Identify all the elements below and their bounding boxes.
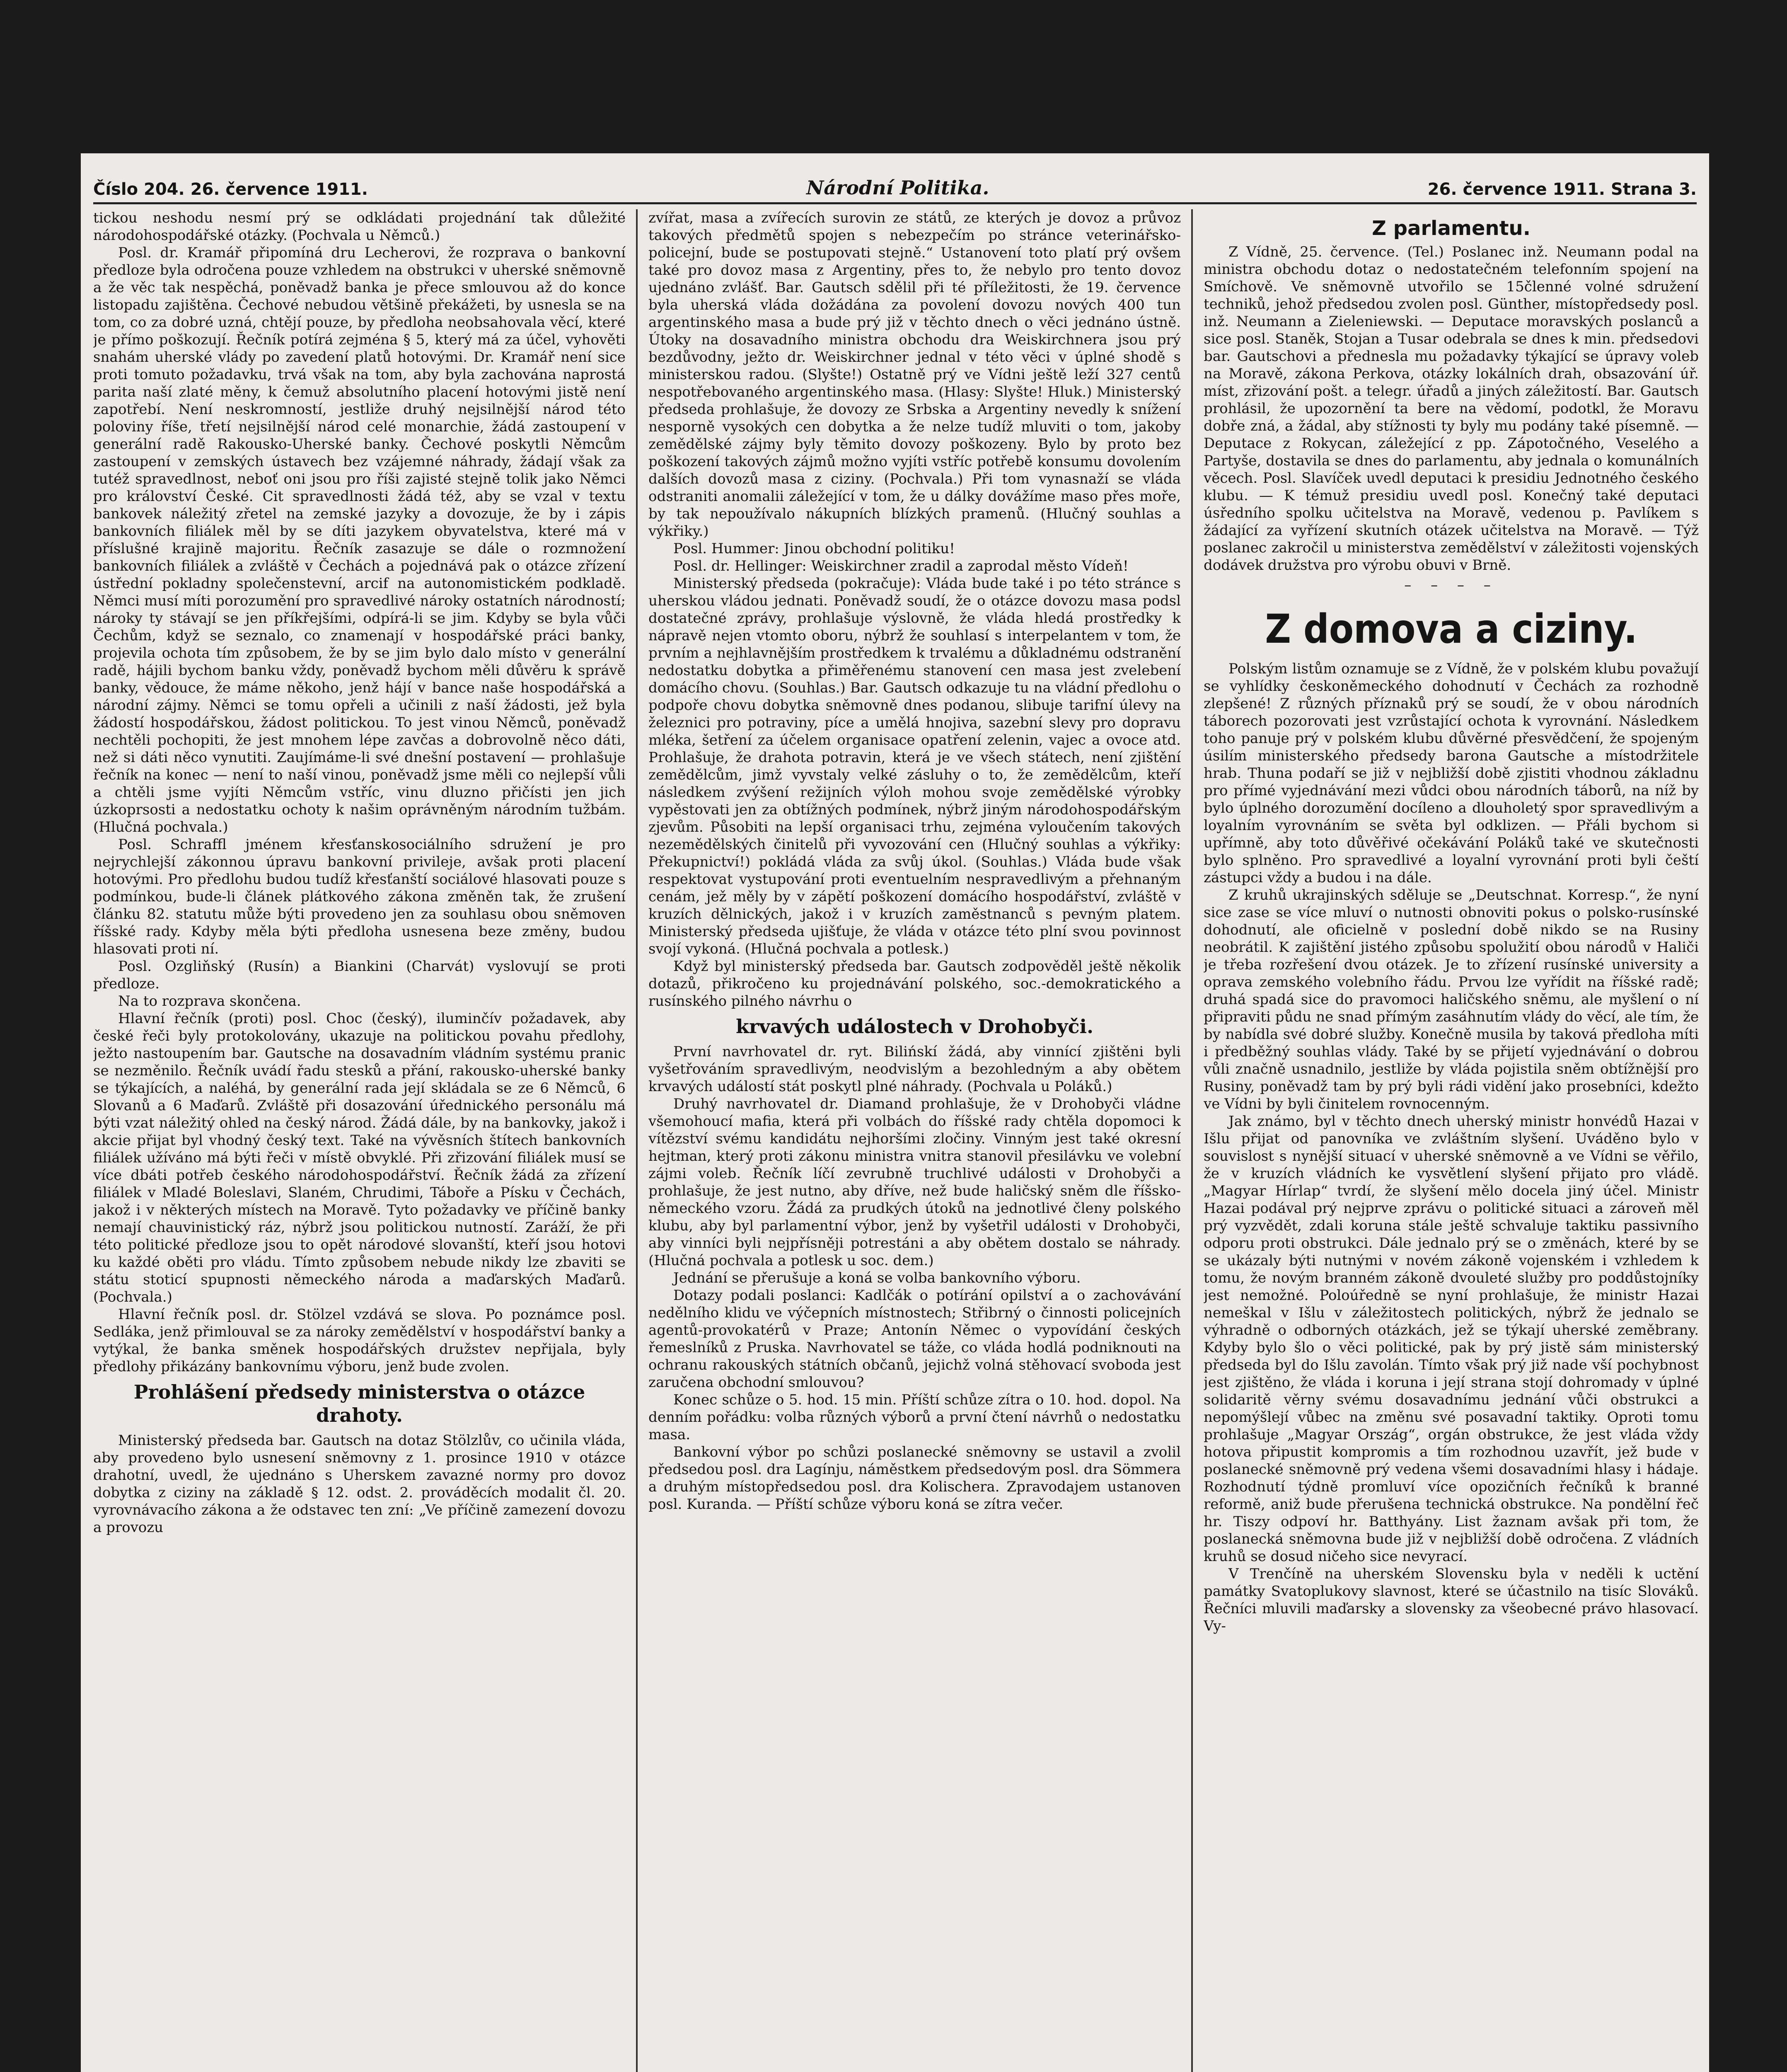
paragraph: Hlavní řečník posl. dr. Stölzel vzdává se slova. Po poznámce posl. Sedláka, jenž přimlouval se za nároky zemědělství v hospodářství banky a vytýkal, že banka směnek hospodářských družstev nepřijala, byly předlohy přikázány bankovnímu výboru, jenž bude zvolen.: [93, 1306, 626, 1375]
paragraph: zvířat, masa a zvířecích surovin ze států, ze kterých je dovoz a průvoz takových předmětů spojen s nebezpečím po stránce veterinářsko-policejní, bude se postupovati stejně.“ Ustanovení toto platí prý ovšem také pro dovoz masa z Argentiny, přes to, že nebylo pro tento dovoz ujednáno zvlášť. Bar. Gautsch sdělil při té příležitosti, že 19. července byla uherská vláda dožádána za povolení dovozu nových 400 tun argentinského masa a bude prý již v těchto dnech o věci jednáno ústně. Útoky na dosavadního ministra obchodu dra Weiskirchnera jsou prý bezdůvodny, ježto dr. Weiskirchner jednal v této věci v úplné shodě s ministerskou radou. (Slyšte!) Ostatně prý ve Vídni ještě leží 327 centů nespotřebovaného argentinského masa. (Hlasy: Slyšte! Hluk.) Ministerský předseda prohlašuje, že dovozy ze Srbska a Argentiny nevedly k snížení nesporně vysokých cen dobytka a že nelze tudíž mluviti o tom, jakoby zemědělské zájmy byly těmito dovozy poškozeny. Bylo by proto bez poškození takových zájmů možno vyjíti vstříc potřebě konsumu dovolením dalších dovozů masa z ciziny. (Pochvala.) Při tom vynasnaží se vláda odstraniti anomalii záležející v tom, že u dálky dovážíme maso přes moře, by tak nepoužívalo nákupních blízkých pramenů. (Hlučný souhlas a výkřiky.): [648, 210, 1181, 540]
paragraph: Konec schůze o 5. hod. 15 min. Příští schůze zítra o 10. hod. dopol. Na denním pořádku: volba různých výborů a první čtení návrhů o nedostatku masa.: [648, 1392, 1181, 1443]
paragraph: Posl. Hummer: Jinou obchodní politiku!: [673, 540, 955, 557]
paragraph: Jak známo, byl v těchto dnech uherský ministr honvédů Hazai v Išlu přijat od panovníka ve zvláštním slyšení. Uváděno bylo v souvislost s nynější situací v uherské sněmovně a ve Vídni se věřilo, že v kruzích vládních ke vysvětlení slyšení přijato pro vládě. „Magyar Hírlap“ tvrdí, že slyšení mělo docela jiný účel. Ministr Hazai podával prý nejprve zprávu o politické situaci a zároveň měl prý vyzvědět, zdali koruna stále ještě schvaluje taktiku passivního odporu proti obstrukci. Dále jednalo prý se o změnách, které by se se ukázaly býti nutnými v novém zákoně vojenském i vzhledem k tomu, že novým branném zákoně dvouleté služby pro poddůstojníky jest nemožné. Poloúředně se nyní prohlašuje, že ministr Hazai nemeškal v Išlu v záležitostech politických, nýbrž že jednalo se výhradně o odborných otázkách, jež se týkají uherské zeměbrany. Kdyby bylo šlo o věci politické, pak by prý jistě sám ministerský předseda byl do Išlu zavolán. Tímto však prý již nade vší pochybnost jest zjištěno, že vláda i koruna i její strana stojí dohromady v úplné solidaritě věrny svému dosavadnímu jednání vůči obstrukci a nepomýšlejí vůbec na změnu své posavadní taktiky. Oproti tomu prohlašuje „Magyar Ország“, orgán obstrukce, že jest vláda vždy hotova připustit kompromis a tím rozhodnou uzavřít, jež bude v poslanecké sněmovně prý vedena všemi dosavadními hlasy i hádaje. Rozhodnutí týdně promluví více opozičních řečníků k branné reformě, aniž bude přerušena technická obstrukce. Na pondělní řeč hr. Tiszy odpoví hr. Batthyány. List žaznam avšak při tom, že poslanecká sněmovna bude již v nejbližší době odročena. Z vládních kruhů se dosud ničeho sice nevyrací.: [1204, 1113, 1699, 1565]
paragraph: Hlavní řečník (proti) posl. Choc (český), iluminčív požadavek, aby české řeči byly protokolovány, ukazuje na politickou povahu předlohy, ježto nastoupením bar. Gautsche na dosavadním vládním systému pranic se nezměnilo. Řečník uvádí řadu stesků a přání, rakousko-uherské banky se týkajících, a naléhá, by generální rada její skládala se ze 6 Němců, 6 Slovanů a 6 Maďarů. Zvláště při dosazování úřednického personálu má býti vzat náležitý ohled na český národ. Žádá dále, by na bankovky, jakož i akcie přijat byl vhodný český text. Také na vývěsních štítech bankovních filiálek užíváno má býti řeči v místě obvyklé. Při zřizování filiálek musí se více dbáti potřeb českého národohospodářství. Řečník žádá za zřízení filiálek v Mladé Boleslavi, Slaném, Chrudimi, Táboře a Písku v Čechách, jakož i v některých místech na Moravě. Tyto požadavky ve příčině banky nemají chauvinistický ráz, nýbrž jsou politickou nutností. Zaráží, že při této politické předloze jsou to opět národové slovanští, kteří jsou hotovi ku každé oběti pro vládu. Tímto způsobem nebude nikdy lze zbaviti se státu stoticí spupnosti německého národa a maďarských Maďarů. (Pochvala.): [93, 1010, 626, 1305]
section-heading: Z parlamentu.: [1372, 217, 1531, 240]
paragraph: Bankovní výbor po schůzi poslanecké sněmovny se ustavil a zvolil předsedou posl. dra Lagínju, náměstkem předsedovým posl. dra Sömmera a druhým místopředsedou posl. dra Kolischera. Zpravodajem ustanoven posl. Kuranda. — Příští schůze výboru koná se zítra večer.: [648, 1444, 1181, 1513]
paragraph: Druhý navrhovatel dr. Diamand prohlašuje, že v Drohobyči vládne všemohoucí mafia, která při volbách do říšské rady chtěla dopomoci k vítězství svému kandidátu nejhoršími zločiny. Vinným jest také okresní hejtman, který proti zákonu ministra vnitra stanovil přesilávku ve volební zájmi voleb. Řečník líčí zevrubně truchlivé události v Drohobyči a prohlašuje, že jest nutno, aby dříve, než bude haličský sněm dle říšsko-německého vzoru. Žádá za prudkých útoků na jednotlivé členy polského klubu, aby byl parlamentní výbor, jenž by vyšetřil události v Drohobyči, aby vinníci byli nejpřísněji potrestáni a aby obětem dostalo se náhrady. (Hlučná pochvala a potlesk u soc. dem.): [648, 1096, 1181, 1269]
separator: – – – –: [1404, 577, 1498, 593]
column-2: [648, 209, 1181, 2072]
masthead-title: Národní Politika.: [806, 177, 989, 199]
paragraph: Dotazy podali poslanci: Kadlčák o potírání opilství a o zachovávání nedělního klidu ve výčepních místnostech; Střibrný o činnosti policejních agentů-provokatérů v Praze; Antonín Němec o vypovídání českých řemeslníků z Pruska. Navrhovatel se táže, co vláda hodlá podniknouti na ochranu rakouských státních občanů, jejichž volná stěhovací svoboda jest zaručena obchodní smlouvou?: [648, 1287, 1181, 1391]
paragraph: Posl. Ozgliňský (Rusín) a Biankini (Charvát) vyslovují se proti předloze.: [93, 958, 626, 992]
paragraph: Ministerský předseda bar. Gautsch na dotaz Stölzlův, co učinila vláda, aby provedeno bylo usnesení sněmovny z 1. prosince 1910 v otázce drahotní, uvedl, že ujednáno s Uherskem zavazné normy pro dovoz dobytka z ciziny na základě § 12. odst. 2. prováděcích modalit čl. 20. vyrovnávacího zákona a že odstavec ten zní: „Ve příčině zamezení dovozu a provozu: [93, 1432, 626, 1536]
column-3: [1204, 209, 1699, 2072]
paragraph: Polským listům oznamuje se z Vídně, že v polském klubu považují se vyhlídky českoněmeckého dohodnutí v Čechách za rozhodně zlepšené! Z různých příznaků prý se soudí, že v obou národních táborech pozorovati jest vzrůstající ochota k vyrovnání. Následkem toho panuje prý v polském klubu důvěrné přesvědčení, že spojeným úsilím ministerského předsedy barona Gautsche a místodržitele hrab. Thuna podaří se již v nejbližší době zjistiti vhodnou základnu pro přímé vyjednávání mezi vůdci obou národních táborů, na níž by bylo úplného dorozumění docíleno a dlouholetý spor spravedlivým a loyalním vyrovnáním se světa byl odklizen. — Přáli bychom si upřímně, aby toto důvěřivé očekávání Poláků také ve skutečnosti bylo splněno. Pro spravedlivé a loyalní vyrovnání proti byli čeští zástupci vždy a budou i na dále.: [1204, 661, 1699, 886]
issue-date-page: 26. července 1911. Strana 3.: [1427, 180, 1697, 199]
paragraph: První navrhovatel dr. ryt. Bilińskí žádá, aby vinnící zjištěni byli vyšetřováním spravedlivým, neodvislým a bezohledným a aby obětem krvavých událostí stát poskytl plné náhrady. (Pochvala u Poláků.): [648, 1043, 1181, 1095]
column-1: [93, 209, 626, 2072]
paragraph: Posl. dr. Hellinger: Weiskirchner zradil a zaprodal město Vídeň!: [673, 558, 1129, 574]
section-heading: Prohlášení předsedy ministerstva o otázce drahoty.: [133, 1381, 585, 1426]
paragraph: Jednání se přerušuje a koná se volba bankovního výboru.: [673, 1270, 1081, 1286]
page-header: [93, 170, 1697, 204]
issue-date-left: Číslo 204. 26. července 1911.: [93, 180, 368, 199]
paragraph: Z Vídně, 25. července. (Tel.) Poslanec inž. Neumann podal na ministra obchodu dotaz o nedostatečném telefonním spojení na Smíchově. Ve sněmovně utvořilo se 15členné volné sdružení techniků, jehož předsedou zvolen posl. Günther, místopředsedy posl. inž. Neumann a Zieleniewski. — Deputace moravských poslanců a sice posl. Staněk, Stojan a Tusar odebrala se dnes k min. předsedovi bar. Gautschovi a přednesla mu požadavky týkající se úpravy voleb na Moravě, zákona Perkova, otázky lokálních drah, obsazování úř. míst, zřizování pošt. a telegr. úřadů a jiných záležitostí. Bar. Gautsch prohlásil, že upozornění ta bere na vědomí, podotkl, že Moravu dobře zná, a žádal, aby stížnosti ty byly mu podány také písemně. — Deputace z Rokycan, záležející z pp. Zápotočného, Veselého a Partyše, dostavila se dnes do parlamentu, aby jednala o komunálních věcech. Posl. Slavíček uvedl deputaci k presidiu Jednotného českého klubu. — K témuž presidiu uvedl posl. Konečný také deputaci úsředního spolku učitelstva na Moravě, vedenou p. Pavlíkem s žádající za vyřízení skutních otázek učitelstva na Moravě. — Týž poslanec zakročil u ministerstva zemědělství v záležitosti vojenských dodávek družstva pro výrobu obuvi v Brně.: [1204, 244, 1699, 574]
paragraph: Ministerský předseda (pokračuje): Vláda bude také i po této stránce s uherskou vládou jednati. Poněvadž soudí, že o otázce dovozu masa podsl dostatečné zprávy, prohlašuje výslovně, že vláda hledá prostředky k nápravě nejen vtomto oboru, nýbrž že souhlasí s interpelantem v tom, že prvním a nejhlavnějším prostředkem k trvalému a důkladnému odstranění nedostatku dobytka a přiměřenému stanovení cen masa jest zvelebení domácího chovu. (Souhlas.) Bar. Gautsch odkazuje tu na vládní předlohu o podpoře chovu dobytka sněmovně dnes podanou, slibuje tarifní úlevy na železnici pro potraviny, píce a umělá hnojiva, sazební slevy pro dopravu mléka, šetření za účelem organisace opatření zelenin, vajec a ovoce atd. Prohlašuje, že drahota potravin, která je ve všech státech, není zjištění zemědělcům, jimž vyvstaly velké zásluhy o to, že zemědělcům, kteří následkem zvýšení režijních výloh mohou svoje zemědělské výrobky vypěstovati jen za obtížných podmínek, nýbrž jiným národohospodářským zjevům. Působiti na lepší organisaci trhu, zejména vyloučením takových nezemědělských činitelů při vyvozování cen (Hlučný souhlas a výkřiky: Překupnictví!) pokládá vláda za svůj úkol. (Souhlas.) Vláda bude však respektovat vystupování proti eventuelním nespravedlivým a přehnaným cenám, jež měly by v zápětí poškození domácího hospodářství, zvláště v kruzích dělnických, jakož i v kruzích zaměstnanců s pevným platem. Ministerský předseda ujišťuje, že vláda v otázce této plní svou povinnost svojí vykoná. (Hlučná pochvala a potlesk.): [648, 575, 1181, 957]
column-divider-2: [1191, 209, 1193, 2072]
paragraph: V Trenčíně na uherském Slovensku byla v neděli k uctění památky Svatoplukovy slavnost, které se účastnilo na tisíc Slováků. Řečníci mluvili maďarsky a slovensky za všeobecné právo hlasovací. Vy-: [1204, 1566, 1699, 1634]
paragraph: Když byl ministerský předseda bar. Gautsch zodpověděl ještě několik dotazů, přikročeno ku projednávání polského, soc.-demokratického a rusínského pilného návrhu o: [648, 958, 1181, 1009]
section-heading: krvavých událostech v Drohobyči.: [735, 1015, 1094, 1038]
paragraph: tickou neshodu nesmí prý se odkládati projednání tak důležité národohospodářské otázky. (Pochvala u Němců.): [93, 210, 626, 244]
section-heading-large: Z domova a ciziny.: [1265, 606, 1637, 652]
paragraph: Z kruhů ukrajinských sděluje se „Deutschnat. Korresp.“, že nyní sice zase se více mluví o nutnosti obnoviti pokus o polsko-rusínské dohodnutí, ale oficielně v poslední době nikdo se na Rusiny neobrátil. K zajištění jistého způsobu spolužití obou národů v Haliči je třeba rozřešení dvou otázek. Je to zřízení rusínské university a oprava zemského volebního řádu. Prvou lze vyřídit na říšské radě; druhá spadá sice do pravomoci haličského sněmu, ale myšlení o ní připraviti půdu ne snad přímým zasáhnutím vlády do věcí, ale tím, že by nabídla své dobré služby. Konečně musila by taková předloha míti i předběžný souhlas vlády. Také by se přijetí vyjednávání o dobrou vůli značně usnadnilo, jestliže by vláda pojistila sněm obtížnější pro Rusiny, poněvadž tam by prý byli rádi vidění jako prosebníci, kdežto ve Vídni by byli činitelem rovnocenným.: [1204, 887, 1699, 1112]
paragraph: Posl. Schraffl jménem křesťanskosociálního sdružení je pro nejrychlejší zákonnou úpravu bankovní privileje, avšak proti placení hotovými. Pro předlohu budou tudíž křesťanští sociálové hlasovati pouze s podmínkou, bude-li článek plátkového zákona změněn tak, že zrušení článku 82. statutu může býti provedeno jen za souhlasu obou sněmoven říšské rady. Kdyby měla býti předloha usnesena beze změny, budou hlasovati proti ní.: [93, 836, 626, 957]
paragraph: Na to rozprava skončena.: [118, 993, 301, 1009]
column-divider-1: [636, 209, 638, 2072]
paragraph: Posl. dr. Kramář připomíná dru Lecherovi, že rozprava o bankovní předloze byla odročena pouze vzhledem na obstrukci v uherské sněmovně a že věc tak nespěchá, poněvadž banka je přece smlouvou až do konce listopadu zajištěna. Čechové nebudou většině překážeti, by usnesla se na tom, co za dobré uzná, chtějí pouze, by předloha neobsahovala věcí, které je přímo poškozují. Řečník potírá zejména § 5, který má za účel, vyhověti snahám uherské vlády po zavedení platů hotovými. Dr. Kramář není sice proti tomuto požadavku, trvá však na tom, aby byla zachována naprostá parita naší zlaté měny, k čemuž absolutního placení hotovými jistě není zapotřebí. Není neskromností, jestliže druhý nejsilnější národ této poloviny říše, třetí nejsilnější národ celé monarchie, žádá zastoupení v generální radě Rakousko-Uherské banky. Čechové poskytli Němcům zastoupení v zemských ústavech bez vzájemné náhrady, žádají však za tutéž spravedlnost, neboť oni jsou pro říši zajisté stejně tolik jako Němci pro království České. Cit spravedlnosti žádá též, aby se vzal v textu bankovek náležitý zřetel na zemské jazyky a dovozuje, že by i zápis bankovních filiálek měl by se díti jazykem obyvatelstva, které má v příslušné krajině majoritu. Řečník zasazuje se dále o rozmnožení bankovních filiálek a zvláště v Čechách a pojednává pak o otázce zřízení ústřední pokladny společenstevní, arcif na autonomistickém podkladě. Němci musí míti porozumění pro spravedlivé nároky ostatních národností; nároky ty stávají se jen příkřejšími, odpírá-li se jim. Kdyby se byla vůči Čechům, když se seznalo, co znamenají v hospodářské práci banky, projevila ochota tím způsobem, že by se jim bylo dalo místo v generální radě, hájili bychom banku vždy, poněvadž bychom měli důvěru k správě banky, vědouce, že máme někoho, jenž hájí v bance naše hospodářská a národní zájmy. Němci se tomu opřeli a učinili z naší žádosti, jež byla žádostí hospodářskou, žádost politickou. To jest vinou Němců, poněvadž nechtěli pochopiti, že jest mnohem lépe zavčas a dobrovolně něco dáti, než si dáti něco vynutiti. Zaujímáme-li své dnešní postavení — prohlašuje řečník na konec — není to naší vinou, poněvadž jsme měli co nejlepší vůli a chtěli jsme vyjíti Němcům vstříc, vinu dluzno přičísti jen jich úzkoprsosti a nedostatku ochoty k našim oprávněným národním tužbám. (Hlučná pochvala.): [93, 244, 626, 835]
newspaper-page: [81, 153, 1709, 2072]
